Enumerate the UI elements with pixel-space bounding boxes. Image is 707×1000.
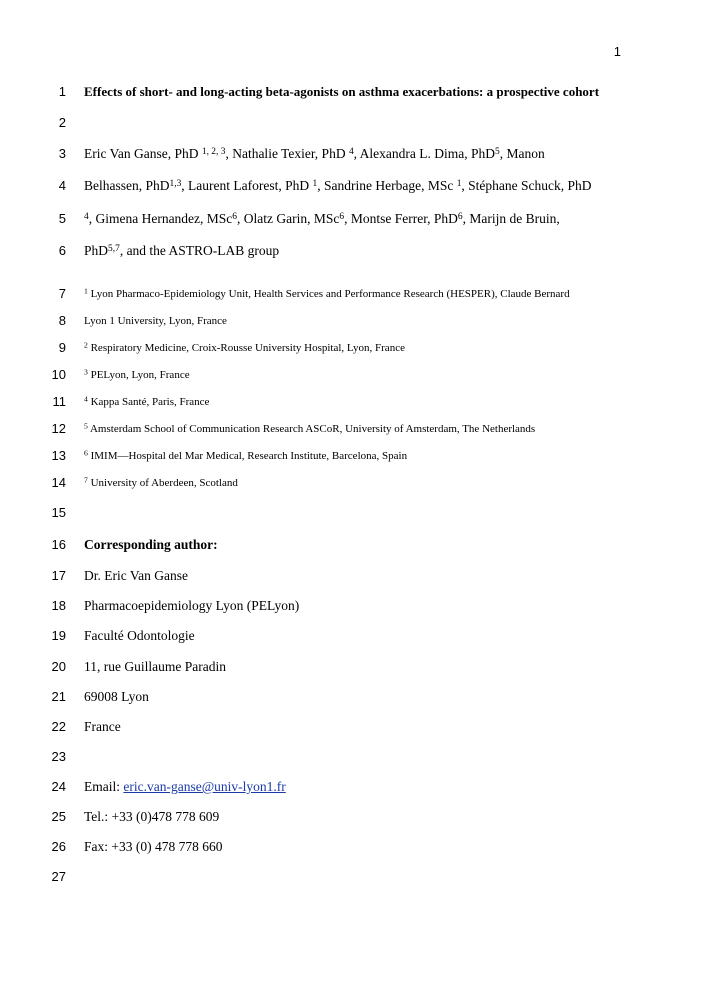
superscript: 3	[84, 367, 88, 377]
text-segment: PhD	[84, 243, 109, 258]
affiliation-line	[84, 369, 190, 381]
text-segment: IMIM—Hospital del Mar Medical, Research Institute, Barcelona, Spain	[87, 450, 408, 462]
text-line	[84, 178, 592, 194]
line-number: 11	[52, 394, 66, 409]
paper-title	[84, 84, 599, 100]
text-segment: Email:	[84, 779, 124, 794]
text-segment: Corresponding author:	[84, 537, 218, 552]
text-segment: Amsterdam School of Communication Research ASCoR, University of Amsterdam, The Netherlands	[87, 423, 536, 435]
text-line	[84, 839, 222, 855]
affiliation-line	[84, 477, 238, 489]
text-segment: , Marijn de Bruin,	[462, 211, 560, 226]
line-number: 14	[51, 475, 66, 490]
text-line	[84, 719, 121, 735]
text-segment: , Laurent Laforest, PhD	[181, 178, 313, 193]
text-segment: , Manon	[499, 146, 545, 161]
text-line	[84, 146, 545, 162]
superscript: 6	[84, 448, 88, 458]
text-segment: 69008 Lyon	[84, 689, 149, 704]
superscript: 2	[84, 340, 88, 350]
superscript: 4	[348, 146, 354, 157]
text-segment: Fax: +33 (0) 478 778 660	[84, 839, 223, 854]
line-number: 10	[51, 367, 66, 382]
superscript: 6	[339, 211, 345, 222]
text-segment: , Alexandra L. Dima, PhD	[353, 146, 496, 161]
text-segment: Belhassen, PhD	[84, 178, 170, 193]
line-number: 16	[51, 537, 66, 552]
text-segment: , Gimena Hernandez, MSc	[88, 211, 233, 226]
text-line	[84, 779, 286, 795]
text-line	[84, 689, 149, 705]
text-segment: , Sandrine Herbage, MSc	[317, 178, 457, 193]
text-segment: Lyon 1 University, Lyon, France	[84, 315, 227, 327]
superscript: 5	[84, 421, 88, 431]
text-line	[84, 809, 219, 825]
superscript: 1	[84, 286, 88, 296]
line-number: 9	[58, 340, 66, 355]
text-segment: University of Aberdeen, Scotland	[87, 477, 238, 489]
text-line	[84, 628, 195, 644]
superscript: 4	[84, 211, 89, 222]
text-segment: Respiratory Medicine, Croix-Rousse University Hospital, Lyon, France	[87, 342, 405, 354]
superscript: 1	[456, 178, 462, 189]
text-line	[84, 598, 299, 614]
text-segment: PELyon, Lyon, France	[87, 369, 190, 381]
line-number: 2	[58, 115, 66, 130]
superscript: 1	[312, 178, 318, 189]
line-number: 8	[58, 313, 66, 328]
text-segment: , Stéphane Schuck, PhD	[461, 178, 592, 193]
text-segment: Tel.: +33 (0)478 778 609	[84, 809, 220, 824]
text-segment: , Olatz Garin, MSc	[237, 211, 340, 226]
text-line	[84, 568, 188, 584]
line-number: 17	[51, 568, 66, 583]
superscript: 7	[84, 475, 88, 485]
text-segment: France	[84, 719, 121, 734]
text-segment: , Nathalie Texier, PhD	[225, 146, 349, 161]
page-number: 1	[613, 44, 621, 59]
line-number: 21	[51, 689, 66, 704]
text-segment: Pharmacoepidemiology Lyon (PELyon)	[84, 598, 300, 613]
text-line	[84, 537, 218, 553]
line-number: 4	[58, 178, 66, 193]
line-number: 6	[58, 243, 66, 258]
text-line	[84, 659, 226, 675]
text-segment: , Montse Ferrer, PhD	[344, 211, 458, 226]
text-segment: Eric Van Ganse, PhD	[84, 146, 202, 161]
line-number: 22	[51, 719, 66, 734]
affiliation-line	[84, 288, 570, 300]
line-number: 13	[51, 448, 66, 463]
text-line	[84, 243, 279, 259]
text-segment: Effects of short- and long-acting beta-agonists on asthma exacerbations: a prospective cohort	[84, 84, 600, 99]
superscript: 1,3	[169, 178, 182, 189]
line-number: 25	[51, 809, 66, 824]
text-segment: Faculté Odontologie	[84, 628, 195, 643]
line-number: 5	[58, 211, 66, 226]
line-number: 15	[51, 505, 66, 520]
affiliation-line	[84, 342, 405, 354]
affiliation-line	[84, 315, 227, 327]
superscript: 5	[495, 146, 500, 157]
superscript: 6	[232, 211, 238, 222]
text-segment: Lyon Pharmaco-Epidemiology Unit, Health Services and Performance Research (HESPER), Claude Bernard	[87, 288, 570, 300]
text-segment: Dr. Eric Van Ganse	[84, 568, 188, 583]
affiliation-line	[84, 450, 407, 462]
superscript: 1, 2, 3	[201, 146, 226, 157]
affiliation-line	[84, 396, 209, 408]
line-number: 7	[58, 286, 66, 301]
superscript: 6	[457, 211, 463, 222]
line-number: 27	[51, 869, 66, 884]
line-number: 3	[58, 146, 66, 161]
email-link[interactable]: eric.van-ganse@univ-lyon1.fr	[123, 779, 286, 794]
superscript: 4	[84, 394, 88, 404]
affiliation-line	[84, 423, 535, 435]
text-line	[84, 211, 560, 227]
text-segment: , and the ASTRO-LAB group	[119, 243, 280, 258]
line-number: 12	[51, 421, 66, 436]
line-number: 23	[51, 749, 66, 764]
line-number: 24	[51, 779, 66, 794]
line-number: 20	[51, 659, 66, 674]
text-segment: 11, rue Guillaume Paradin	[84, 659, 226, 674]
line-number: 18	[51, 598, 66, 613]
line-number: 26	[51, 839, 66, 854]
text-segment: Kappa Santé, Paris, France	[87, 396, 210, 408]
line-number: 1	[58, 84, 66, 99]
line-number: 19	[51, 628, 66, 643]
superscript: 5,7	[108, 243, 120, 254]
